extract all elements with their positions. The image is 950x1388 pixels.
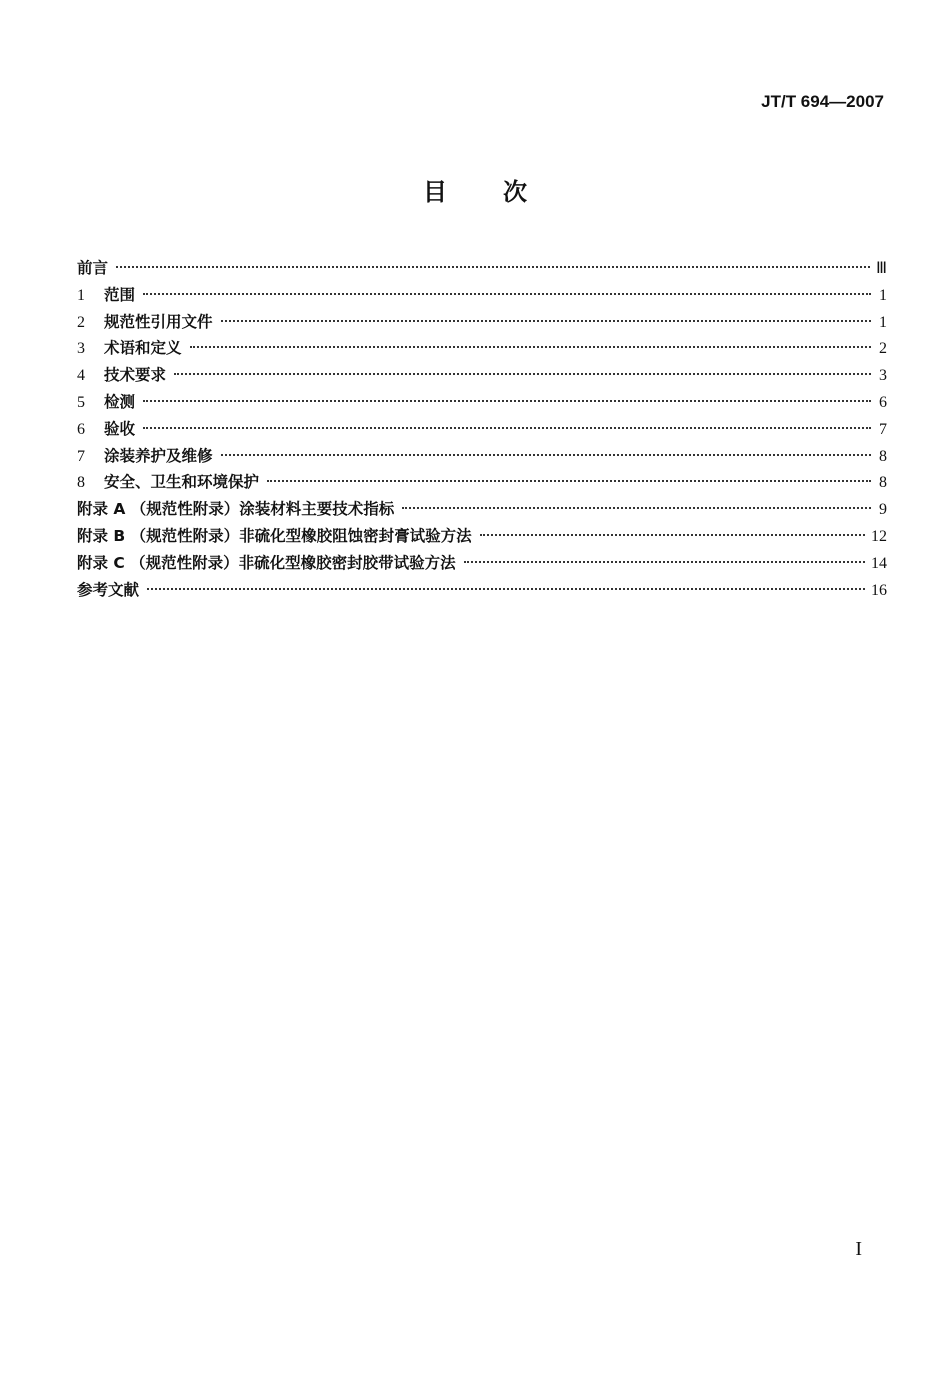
page-number: I bbox=[855, 1238, 862, 1260]
toc-entry-3[interactable] bbox=[77, 335, 887, 362]
toc-entry-page: 8 bbox=[879, 474, 887, 492]
toc-entry-label: 前言 bbox=[77, 259, 109, 277]
toc-entry-label: 术语和定义 bbox=[104, 339, 182, 358]
toc-entry-number: 4 bbox=[77, 367, 85, 385]
toc-entry-label: 范围 bbox=[104, 285, 136, 304]
toc-entry-2[interactable] bbox=[77, 309, 887, 336]
toc-entry-label: 检测 bbox=[104, 392, 136, 411]
page-title bbox=[0, 172, 950, 207]
toc-entry-label: 附录 B （规范性附录）非硫化型橡胶阻蚀密封膏试验方法 bbox=[77, 526, 472, 545]
toc-entry-page: 9 bbox=[879, 501, 887, 519]
standard-code: JT/T 694—2007 bbox=[761, 92, 884, 111]
toc-entry-page: 1 bbox=[879, 286, 887, 304]
toc-entry-label: 附录 C （规范性附录）非硫化型橡胶密封胶带试验方法 bbox=[77, 553, 456, 572]
toc-entry-label: 附录 A （规范性附录）涂装材料主要技术指标 bbox=[77, 500, 395, 519]
toc-entry-label: 规范性引用文件 bbox=[104, 312, 213, 331]
toc-entry-page: 1 bbox=[879, 313, 887, 331]
toc-entry-page: 8 bbox=[879, 447, 887, 465]
toc-entry-foreword[interactable] bbox=[77, 255, 887, 282]
table-of-contents bbox=[77, 255, 887, 603]
toc-entry-label: 涂装养护及维修 bbox=[104, 446, 213, 465]
toc-entry-page: 16 bbox=[871, 581, 887, 599]
dot-leader bbox=[221, 320, 871, 322]
toc-entry-5[interactable] bbox=[77, 389, 887, 416]
toc-entry-label: 安全、卫生和环境保护 bbox=[104, 473, 260, 492]
dot-leader bbox=[143, 400, 871, 402]
toc-entry-page: 14 bbox=[871, 554, 887, 572]
toc-entry-number: 2 bbox=[77, 313, 85, 331]
dot-leader bbox=[143, 427, 871, 429]
toc-entry-page: Ⅲ bbox=[875, 260, 887, 277]
toc-entry-label: 技术要求 bbox=[104, 366, 167, 385]
dot-leader bbox=[464, 561, 865, 563]
toc-entry-annex-c[interactable] bbox=[77, 550, 887, 577]
toc-entry-page: 2 bbox=[879, 340, 887, 358]
toc-entry-page: 7 bbox=[879, 420, 887, 438]
toc-entry-page: 3 bbox=[879, 367, 887, 385]
dot-leader bbox=[174, 373, 871, 375]
toc-entry-label: 验收 bbox=[104, 419, 136, 438]
dot-leader bbox=[116, 266, 870, 268]
toc-entry-page: 12 bbox=[871, 527, 887, 545]
dot-leader bbox=[147, 588, 865, 590]
toc-entry-1[interactable] bbox=[77, 282, 887, 309]
dot-leader bbox=[143, 293, 871, 295]
toc-entry-label: 参考文献 bbox=[77, 580, 140, 599]
dot-leader bbox=[402, 507, 871, 509]
dot-leader bbox=[221, 454, 871, 456]
toc-entry-number: 1 bbox=[77, 286, 85, 304]
toc-entry-number: 6 bbox=[77, 420, 85, 438]
toc-entry-7[interactable] bbox=[77, 443, 887, 470]
page-title-char-2: 次 bbox=[503, 178, 527, 206]
toc-entry-number: 8 bbox=[77, 474, 85, 492]
toc-entry-page: 6 bbox=[879, 393, 887, 411]
toc-entry-number: 3 bbox=[77, 340, 85, 358]
page-title-char-1: 目 bbox=[423, 178, 447, 206]
dot-leader bbox=[190, 346, 871, 348]
toc-entry-annex-b[interactable] bbox=[77, 523, 887, 550]
toc-entry-number: 5 bbox=[77, 393, 85, 411]
toc-entry-bibliography[interactable] bbox=[77, 577, 887, 604]
toc-entry-4[interactable] bbox=[77, 362, 887, 389]
dot-leader bbox=[480, 534, 865, 536]
toc-entry-number: 7 bbox=[77, 447, 85, 465]
toc-entry-8[interactable] bbox=[77, 469, 887, 496]
toc-entry-annex-a[interactable] bbox=[77, 496, 887, 523]
dot-leader bbox=[267, 480, 871, 482]
toc-entry-6[interactable] bbox=[77, 416, 887, 443]
